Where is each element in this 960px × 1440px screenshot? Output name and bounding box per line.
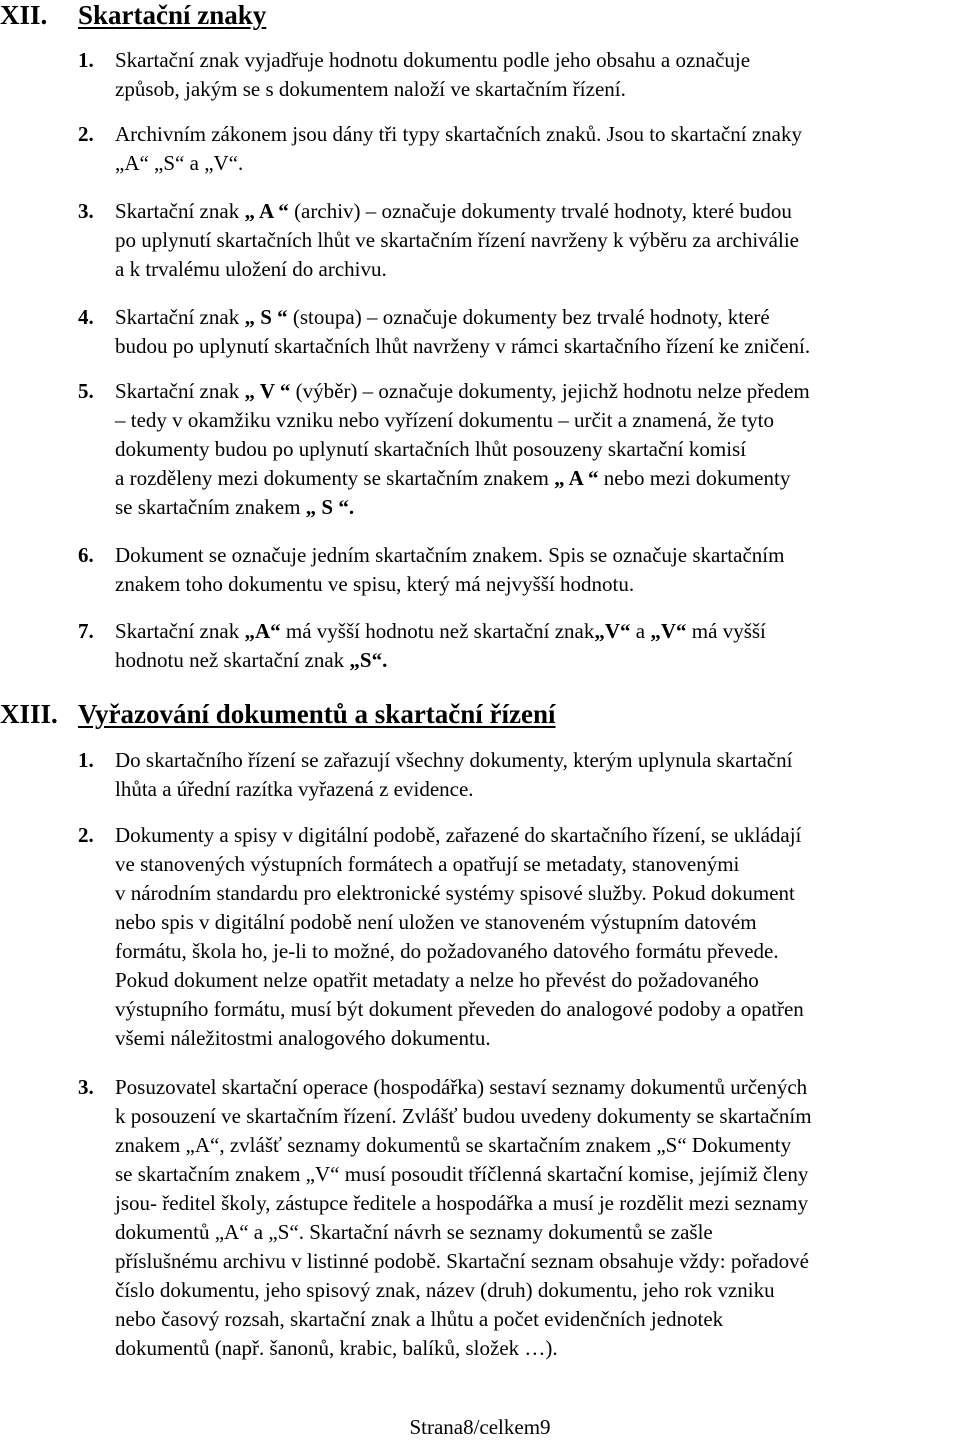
emphasis-text: „V“	[650, 619, 687, 643]
item-text	[115, 1073, 958, 1363]
text-run: Do skartačního řízení se zařazují všechny dokumenty, kterým uplynula skartační	[115, 748, 793, 772]
text-line	[115, 1218, 958, 1247]
text-run: nebo časový rozsah, skartační znak a lhůtu a počet evidenčních jednotek	[115, 1307, 724, 1331]
item-number: 3.	[78, 1075, 94, 1099]
text-run: způsob, jakým se s dokumentem naloží ve skartačním řízení.	[115, 77, 626, 101]
emphasis-text: „S“.	[349, 648, 388, 672]
list-item	[78, 541, 958, 599]
list-item	[78, 120, 958, 178]
text-line	[115, 226, 958, 255]
emphasis-text: „ S “.	[305, 495, 355, 519]
item-number: 1.	[78, 748, 94, 772]
item-number: 3.	[78, 199, 94, 223]
text-run: má vyšší	[686, 619, 766, 643]
text-run: hodnotu než skartační znak	[115, 648, 350, 672]
text-run: Skartační znak	[115, 305, 245, 329]
text-run: dokumentů „A“ a „S“. Skartační návrh se seznamy dokumentů se zašle	[115, 1220, 713, 1244]
item-text	[115, 617, 958, 675]
text-run: Pokud dokument nelze opatřit metadaty a nelze ho převést do požadovaného	[115, 968, 759, 992]
text-run: Skartační znak	[115, 619, 245, 643]
text-run: Posuzovatel skartační operace (hospodářka) sestaví seznamy dokumentů určených	[115, 1075, 808, 1099]
text-line	[115, 75, 958, 104]
text-run: ve stanovených výstupních formátech a opatřují se metadaty, stanovenými	[115, 852, 740, 876]
text-line	[115, 850, 958, 879]
text-run: a k trvalému uložení do archivu.	[115, 257, 387, 281]
emphasis-text: „ A “	[244, 199, 289, 223]
item-number: 6.	[78, 543, 94, 567]
text-run: Dokument se označuje jedním skartačním znakem. Spis se označuje skartačním	[115, 543, 785, 567]
text-line	[115, 541, 958, 570]
text-run: Dokumenty a spisy v digitální podobě, zařazené do skartačního řízení, se ukládají	[115, 823, 802, 847]
text-run: – tedy v okamžiku vzniku nebo vyřízení dokumentu – určit a znamená, že tyto	[115, 408, 774, 432]
emphasis-text: „A“	[244, 619, 281, 643]
text-line	[115, 879, 958, 908]
text-line	[115, 1024, 958, 1053]
text-line	[115, 377, 958, 406]
list-item	[78, 377, 958, 522]
text-run: lhůta a úřední razítka vyřazená z evidence.	[115, 777, 474, 801]
text-line	[115, 1160, 958, 1189]
section-heading	[0, 0, 267, 30]
text-line	[115, 966, 958, 995]
section-number: XIII.	[0, 699, 58, 729]
item-text	[115, 46, 958, 104]
text-run: jsou- ředitel školy, zástupce ředitele a hospodářka a musí je rozdělit mezi seznamy	[115, 1191, 809, 1215]
emphasis-text: „V“	[594, 619, 631, 643]
section-title: Vyřazování dokumentů a skartační řízení	[78, 699, 556, 729]
item-number: 7.	[78, 619, 94, 643]
item-text	[115, 120, 958, 178]
text-line	[115, 1102, 958, 1131]
text-run: číslo dokumentu, jeho spisový znak, název (druh) dokumentu, jeho rok vzniku	[115, 1278, 775, 1302]
text-run: má vyšší hodnotu než skartační znak	[280, 619, 595, 643]
text-line	[115, 1334, 958, 1363]
text-run: (stoupa) – označuje dokumenty bez trvalé hodnoty, které	[287, 305, 770, 329]
section-number: XII.	[0, 0, 48, 30]
text-line	[115, 464, 958, 493]
list-item	[78, 46, 958, 104]
item-number: 2.	[78, 823, 94, 847]
item-number: 5.	[78, 379, 94, 403]
item-text	[115, 821, 958, 1053]
text-line	[115, 746, 958, 775]
text-run: příslušnému archivu v listinné podobě. Skartační seznam obsahuje vždy: pořadové	[115, 1249, 809, 1273]
text-run: se skartačním znakem „V“ musí posoudit tříčlenná skartační komise, jejímiž členy	[115, 1162, 809, 1186]
item-number: 2.	[78, 122, 94, 146]
text-line	[115, 821, 958, 850]
text-run: a	[630, 619, 651, 643]
item-text	[115, 377, 958, 522]
text-line	[115, 1131, 958, 1160]
list-item	[78, 303, 958, 361]
item-text	[115, 541, 958, 599]
list-item	[78, 197, 958, 284]
text-run: dokumentů (např. šanonů, krabic, balíků, složek …).	[115, 1336, 558, 1360]
text-line	[115, 995, 958, 1024]
text-line	[115, 1276, 958, 1305]
list-item	[78, 617, 958, 675]
text-run: Archivním zákonem jsou dány tři typy skartačních znaků. Jsou to skartační znaky	[115, 122, 802, 146]
item-text	[115, 197, 958, 284]
item-number: 1.	[78, 48, 94, 72]
text-run: nebo mezi dokumenty	[598, 466, 791, 490]
text-line	[115, 1073, 958, 1102]
text-line	[115, 149, 958, 178]
text-line	[115, 1305, 958, 1334]
text-run: budou po uplynutí skartačních lhůt navrženy v rámci skartačního řízení ke zničení.	[115, 334, 811, 358]
text-run: (výběr) – označuje dokumenty, jejichž hodnotu nelze předem	[290, 379, 810, 403]
text-line	[115, 406, 958, 435]
text-line	[115, 1189, 958, 1218]
section-heading	[0, 699, 556, 729]
text-line	[115, 617, 958, 646]
page-footer: Strana8/celkem9	[409, 1415, 551, 1439]
text-run: výstupního formátu, musí být dokument převeden do analogové podoby a opatřen	[115, 997, 804, 1021]
text-run: Skartační znak vyjadřuje hodnotu dokumentu podle jeho obsahu a označuje	[115, 48, 751, 72]
text-run: Skartační znak	[115, 379, 245, 403]
emphasis-text: „ S “	[244, 305, 288, 329]
text-run: „A“ „S“ a „V“.	[115, 151, 244, 175]
text-run: (archiv) – označuje dokumenty trvalé hodnoty, které budou	[288, 199, 792, 223]
text-run: se skartačním znakem	[115, 495, 306, 519]
text-run: nebo spis v digitální podobě není uložen ve stanoveném výstupním datovém	[115, 910, 757, 934]
item-text	[115, 746, 958, 804]
item-number: 4.	[78, 305, 94, 329]
text-line	[115, 908, 958, 937]
text-line	[115, 46, 958, 75]
text-line	[115, 937, 958, 966]
text-line	[115, 570, 958, 599]
list-item	[78, 746, 958, 804]
text-line	[115, 255, 958, 284]
text-line	[115, 197, 958, 226]
text-run: po uplynutí skartačních lhůt ve skartačním řízení navrženy k výběru za archiválie	[115, 228, 799, 252]
text-run: znakem toho dokumentu ve spisu, který má nejvyšší hodnotu.	[115, 572, 635, 596]
text-run: k posouzení ve skartačním řízení. Zvlášť budou uvedeny dokumenty se skartačním	[115, 1104, 812, 1128]
text-run: formátu, škola ho, je-li to možné, do požadovaného datového formátu převede.	[115, 939, 779, 963]
text-line	[115, 303, 958, 332]
item-text	[115, 303, 958, 361]
emphasis-text: „ A “	[554, 466, 599, 490]
text-run: dokumenty budou po uplynutí skartačních lhůt posouzeny skartační komisí	[115, 437, 747, 461]
section-title: Skartační znaky	[78, 0, 267, 30]
text-line	[115, 1247, 958, 1276]
text-line	[115, 775, 958, 804]
list-item	[78, 1073, 958, 1363]
text-run: Skartační znak	[115, 199, 245, 223]
text-line	[115, 332, 958, 361]
text-run: všemi náležitostmi analogového dokumentu.	[115, 1026, 491, 1050]
text-run: a rozděleny mezi dokumenty se skartačním znakem	[115, 466, 555, 490]
text-line	[115, 435, 958, 464]
text-line	[115, 120, 958, 149]
text-run: v národním standardu pro elektronické systémy spisové služby. Pokud dokument	[115, 881, 795, 905]
text-run: znakem „A“, zvlášť seznamy dokumentů se skartačním znakem „S“ Dokumenty	[115, 1133, 792, 1157]
text-line	[115, 493, 958, 522]
text-line	[115, 646, 958, 675]
list-item	[78, 821, 958, 1053]
emphasis-text: „ V “	[244, 379, 291, 403]
